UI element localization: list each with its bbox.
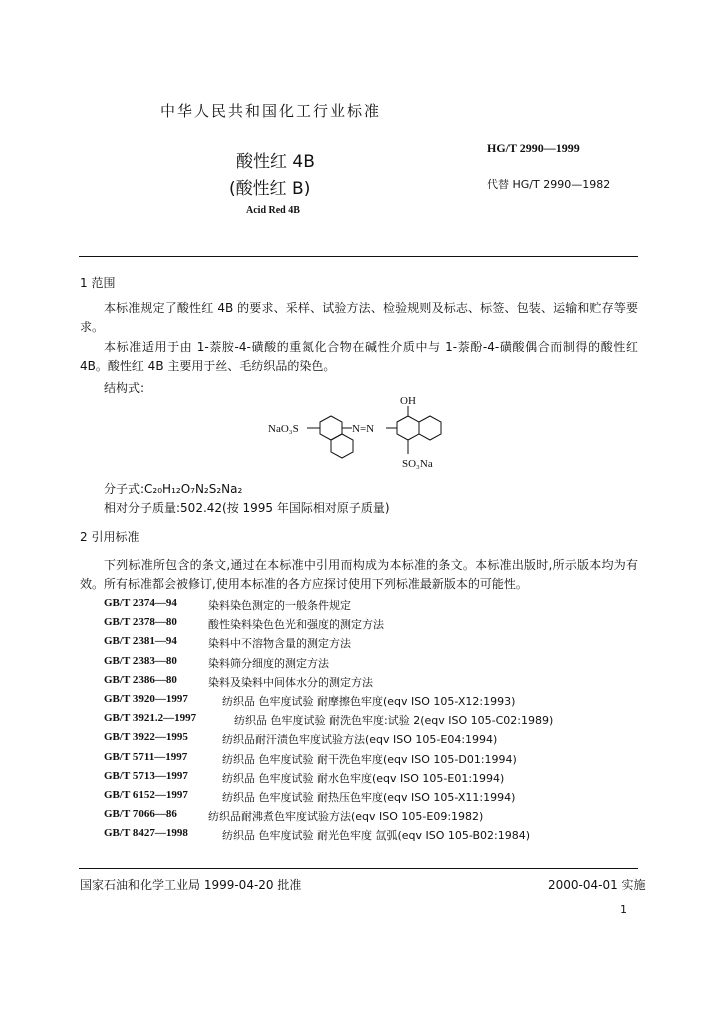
reference-title: 染料及染料中间体水分的测定方法 [208, 676, 373, 689]
reference-title: 纺织品 色牢度试验 耐干洗色牢度(eqv ISO 105-D01:1994) [222, 753, 517, 766]
header-divider [79, 256, 638, 257]
reference-code: GB/T 3921.2—1997 [104, 712, 197, 724]
naphthalene-ring-upper-right [397, 416, 419, 440]
reference-code: GB/T 7066—86 [104, 808, 177, 820]
reference-title: 纺织品耐汗渍色牢度试验方法(eqv ISO 105-E04:1994) [222, 733, 498, 746]
molecular-formula: 分子式:C₂₀H₁₂O₇N₂S₂Na₂ [104, 482, 243, 496]
reference-title: 纺织品 色牢度试验 耐水色牢度(eqv ISO 105-E01:1994) [222, 772, 505, 785]
reference-code: GB/T 5713—1997 [104, 770, 188, 782]
reference-title: 纺织品 色牢度试验 耐洗色牢度:试验 2(eqv ISO 105-C02:1989) [234, 714, 554, 727]
naphthalene-ring-lower-left [331, 434, 353, 458]
struct-azo-group: N=N [352, 423, 375, 435]
footer-divider [79, 868, 638, 869]
reference-code: GB/T 2378—80 [104, 616, 177, 628]
reference-code: GB/T 5711—1997 [104, 751, 188, 763]
document-title-alt: (酸性红 B) [229, 179, 311, 199]
reference-code: GB/T 2374—94 [104, 597, 177, 609]
reference-title: 纺织品 色牢度试验 耐光色牢度 氙弧(eqv ISO 105-B02:1984) [222, 829, 531, 842]
page-number: 1 [620, 903, 627, 916]
approval-statement: 国家石油和化学工业局 1999-04-20 批准 [80, 878, 302, 892]
effective-date: 2000-04-01 实施 [548, 878, 646, 892]
reference-code: GB/T 3920—1997 [104, 693, 188, 705]
reference-title: 染料染色测定的一般条件规定 [208, 599, 351, 612]
replaces-standard: 代替 HG/T 2990—1982 [487, 178, 611, 191]
reference-title: 酸性染料染色色光和强度的测定方法 [208, 618, 384, 631]
reference-title: 纺织品耐沸煮色牢度试验方法(eqv ISO 105-E09:1982) [208, 810, 484, 823]
reference-title: 染料筛分细度的测定方法 [208, 657, 329, 670]
reference-title: 纺织品 色牢度试验 耐摩擦色牢度(eqv ISO 105-X12:1993) [222, 695, 516, 708]
reference-title: 纺织品 色牢度试验 耐热压色牢度(eqv ISO 105-X11:1994) [222, 791, 516, 804]
issuing-body-title: 中华人民共和国化工行业标准 [160, 102, 382, 120]
document-title: 酸性红 4B [236, 152, 315, 172]
section-1-heading: 1 范围 [80, 276, 116, 290]
document-title-english: Acid Red 4B [246, 205, 300, 216]
struct-sulfonate-left: NaO₃S [268, 423, 299, 435]
standard-number: HG/T 2990—1999 [487, 141, 580, 155]
reference-code: GB/T 2386—80 [104, 674, 177, 686]
struct-hydroxyl: OH [400, 395, 416, 407]
section-2-heading: 2 引用标准 [80, 530, 140, 544]
reference-code: GB/T 3922—1995 [104, 731, 188, 743]
reference-code: GB/T 2381—94 [104, 635, 177, 647]
structural-formula [262, 392, 462, 474]
section-2-para: 下列标准所包含的条文,通过在本标准中引用而构成为本标准的条文。本标准出版时,所示版本均为有效。所有标准都会被修订,使用本标准的各方应探讨使用下列标准最新版本的可能性。 [80, 558, 638, 591]
reference-code: GB/T 6152—1997 [104, 789, 188, 801]
naphthalene-ring-lower-right [419, 416, 441, 440]
reference-code: GB/T 2383—80 [104, 655, 177, 667]
molecular-mass: 相对分子质量:502.42(按 1995 年国际相对原子质量) [104, 501, 390, 515]
reference-code: GB/T 8427—1998 [104, 827, 188, 839]
structure-label: 结构式: [104, 381, 145, 395]
reference-title: 染料中不溶物含量的测定方法 [208, 637, 351, 650]
naphthalene-ring-upper-left [320, 416, 342, 440]
struct-sulfonate-bottom: SO₃Na [402, 458, 433, 470]
section-1-para-2: 本标准适用于由 1-萘胺-4-磺酸的重氮化合物在碱性介质中与 1-萘酚-4-磺酸偶合而制得的酸性红 4B。酸性红 4B 主要用于丝、毛纺织品的染色。 [80, 340, 638, 373]
section-1-para-1: 本标准规定了酸性红 4B 的要求、采样、试验方法、检验规则及标志、标签、包装、运输和贮存等要求。 [80, 301, 638, 334]
